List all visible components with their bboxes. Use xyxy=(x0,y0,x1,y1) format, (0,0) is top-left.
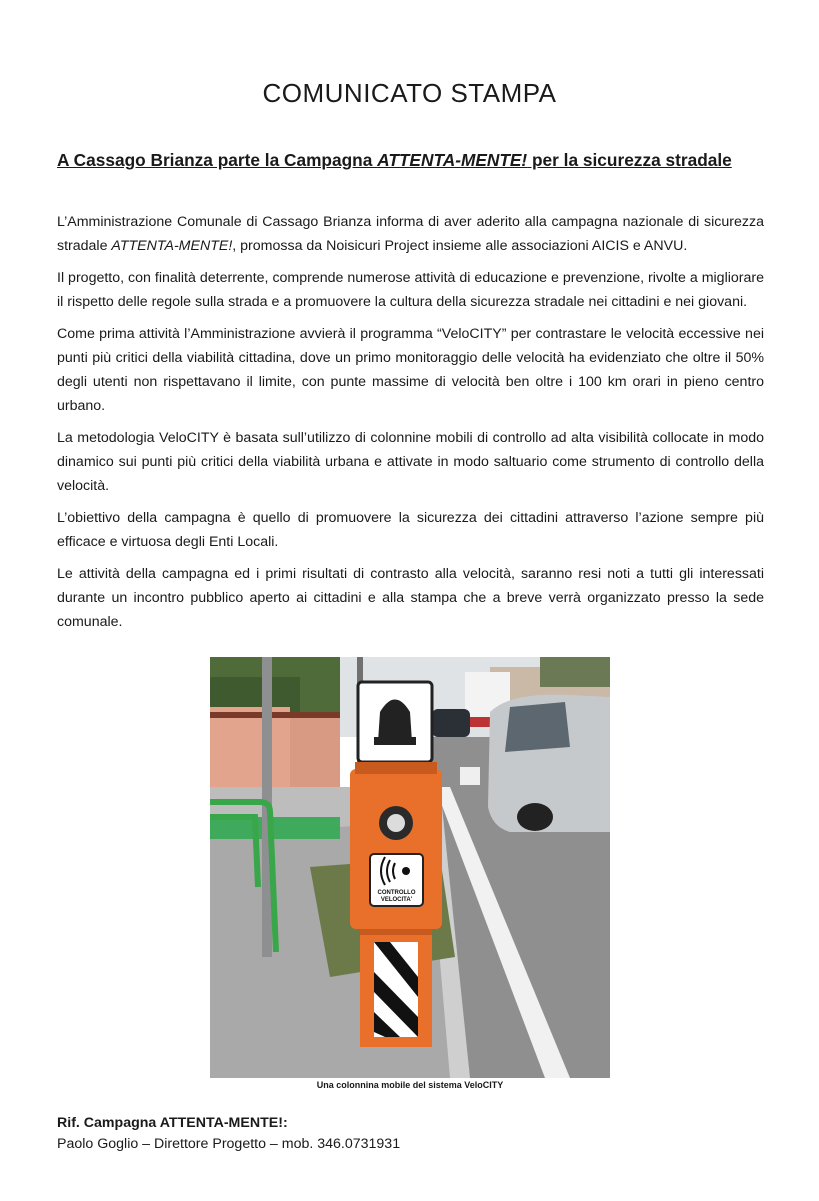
paragraph-2: Il progetto, con finalità deterrente, comprende numerose attività di educazione e prevenzione, rivolte a migliorare il rispetto delle regole sulla strada e a promuovere la cultura della sicurezza stradale nei cittadini e nei giovani. xyxy=(57,270,764,310)
sign-text-line-1: CONTROLLO xyxy=(377,890,416,896)
reference-contact: Paolo Goglio – Direttore Progetto – mob. 346.0731931 xyxy=(57,1136,401,1152)
reference-title: Rif. Campagna ATTENTA-MENTE!: xyxy=(57,1115,288,1131)
paragraph-5: L’obiettivo della campagna è quello di promuovere la sicurezza dei cittadini attraverso l’azione sempre più efficace e virtuosa degli Enti Locali. xyxy=(57,510,764,550)
paragraph-1-part-1: L’Amministrazione Comunale di Cassago Brianza informa di aver aderito alla campagna nazionale di sicurezza stradale xyxy=(57,214,764,254)
paragraph-1-part-2: , promossa da Noisicuri Project insieme alle associazioni AICIS e ANVU. xyxy=(232,238,688,254)
headline xyxy=(57,150,762,171)
document-title: COMUNICATO STAMPA xyxy=(262,78,557,108)
paragraph-3: Come prima attività l’Amministrazione avvierà il programma “VeloCITY” per contrastare le velocità eccessive nei punti più critici della viabilità cittadina, dove un primo monitoraggio delle velocità ha evidenziato che oltre il 50% degli utenti non rispettavano il limite, con punte massime di velocità ben oltre i 100 km orari in pieno centro urbano. xyxy=(57,326,764,414)
paragraph-6: Le attività della campagna ed i primi risultati di contrasto alla velocità, saranno resi noti a tutti gli interessati durante un incontro pubblico aperto ai cittadini e alla stampa che a breve verrà organizzato presso la sede comunale. xyxy=(57,566,764,630)
photo-caption: Una colonnina mobile del sistema VeloCITY xyxy=(316,1080,504,1090)
paragraph-4: La metodologia VeloCITY è basata sull’utilizzo di colonnine mobili di controllo ad alta visibilità collocate in modo dinamico sui punti più critici della viabilità urbana e attivate in modo saltuario come strumento di controllo della velocità. xyxy=(57,430,764,494)
reference-block xyxy=(57,1113,400,1155)
headline-part-2: per la sicurezza stradale xyxy=(527,150,732,170)
velocity-column-photo xyxy=(210,657,610,1078)
street-scene-illustration xyxy=(210,657,610,1078)
paragraph-1-campaign-name: ATTENTA-MENTE! xyxy=(111,238,233,254)
headline-campaign-name: ATTENTA-MENTE! xyxy=(377,150,528,170)
body-text xyxy=(57,210,764,642)
paragraph-1 xyxy=(57,210,764,258)
sign-text-line-2: VELOCITA' xyxy=(380,897,413,903)
headline-part-1: A Cassago Brianza parte la Campagna xyxy=(57,150,378,170)
